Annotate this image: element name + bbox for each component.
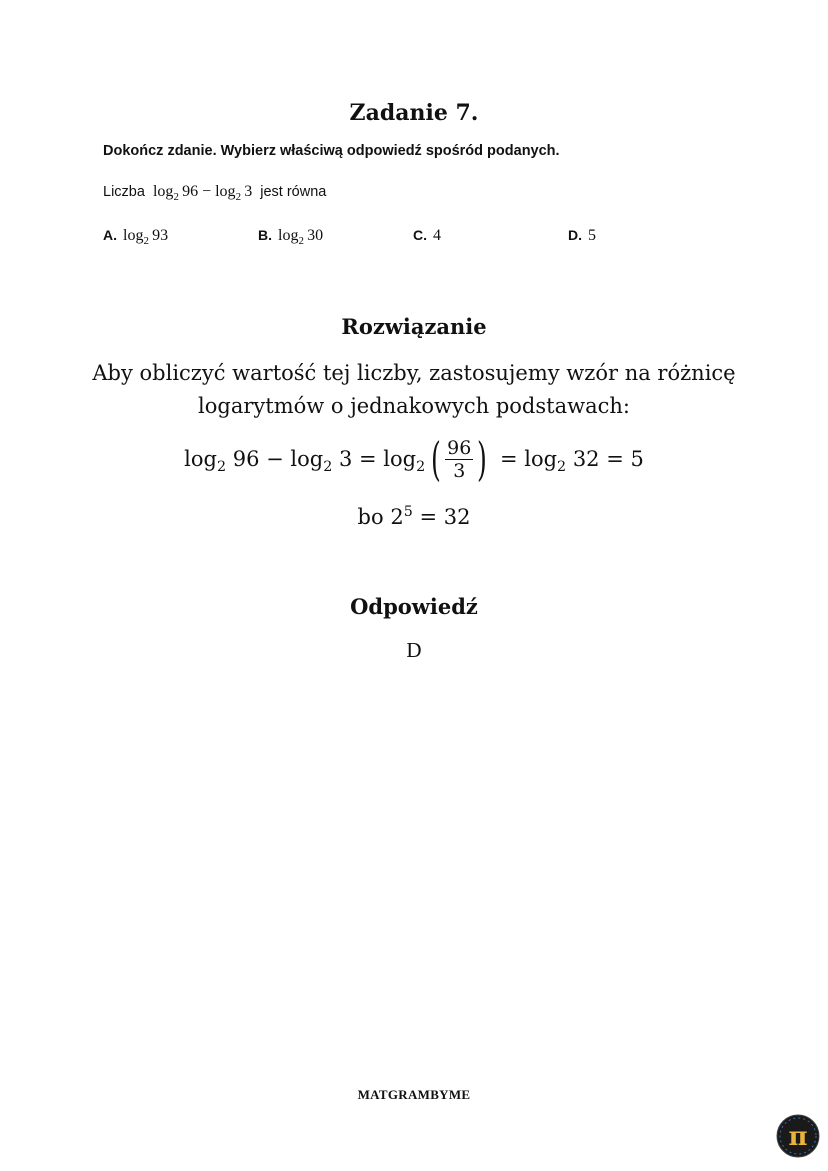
fraction: $\frac{96}{3}$ bbox=[447, 436, 472, 482]
option-b: B. $\log_2 30$ bbox=[258, 227, 324, 247]
footer-brand: MATGRAMBYME bbox=[357, 1087, 471, 1102]
solution-text: Aby obliczyć wartość tej liczby, zastosujemy wzór na różnicę logarytmów o jednakowych podstawach: bbox=[92, 361, 736, 418]
task-instruction: Dokończ zdanie. Wybierz właściwą odpowiedź spośród podanych. bbox=[103, 143, 560, 159]
answer-heading: Odpowiedź bbox=[350, 594, 478, 619]
svg-text:π: π bbox=[788, 1122, 808, 1152]
pi-logo-icon bbox=[776, 1114, 820, 1158]
solution-heading: Rozwiązanie bbox=[341, 314, 487, 339]
question-suffix: jest równa bbox=[260, 184, 327, 200]
task-question bbox=[103, 183, 326, 201]
solution-equation: $\log_2 96$ − $\log_2 3$ = $\log_2$ ( $\frac{96}{3}$ ) = $\log_2 32$ = 5 bbox=[184, 432, 644, 486]
answer-value: D bbox=[406, 638, 422, 662]
task-title: Zadanie 7. bbox=[349, 100, 479, 126]
fraction-group: ( $\frac{96}{3}$ ) bbox=[431, 432, 488, 486]
solution-reason: bo $2^5 = 32$ bbox=[357, 504, 471, 529]
question-expression: $\log_2 96 - \log_2 3$ bbox=[152, 183, 253, 203]
option-d: D. 5 bbox=[568, 227, 596, 244]
option-c: C. 4 bbox=[413, 227, 441, 244]
option-a: A. $\log_2 93$ bbox=[103, 227, 169, 247]
question-prefix: Liczba bbox=[103, 184, 145, 200]
